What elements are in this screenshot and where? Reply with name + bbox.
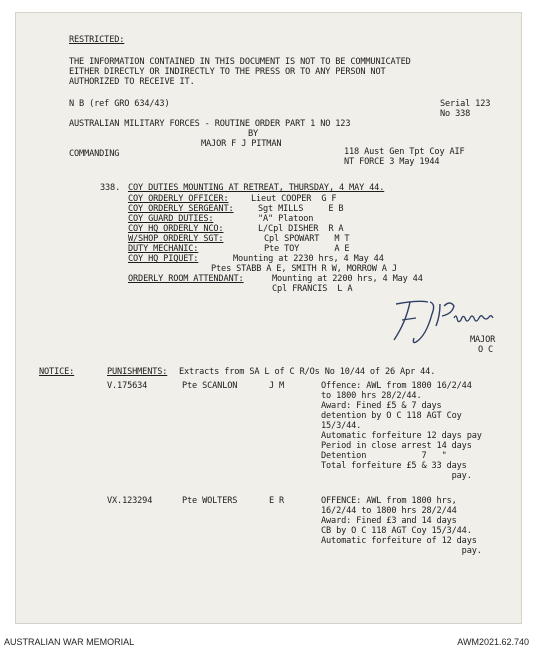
case-line: pay. [321,471,472,481]
order-title: AUSTRALIAN MILITARY FORCES - ROUTINE ORDER PART 1 NO 123 [69,119,351,129]
duty-person: Mounting at 2200 hrs, 4 May 44 [272,274,423,284]
duty-person: Pte TOY A E [264,244,350,254]
duty-role: COY HQ ORDERLY NCO: [128,224,224,234]
soldier-initials: E R [269,496,285,506]
duty-role: W/SHOP ORDERLY SGT: [128,234,224,244]
service-number: VX.123294 [107,496,153,506]
duty-role: COY ORDERLY OFFICER: [128,194,229,204]
document-page [15,12,522,624]
duty-person: Mounting at 2230 hrs, 4 May 44 [233,254,384,264]
case-line: Award: Fined £5 & 7 days [321,401,442,411]
order-number: 338. [100,183,121,193]
case-line: Automatic forfeiture 12 days pay [321,431,482,441]
duty-role: COY ORDERLY SERGEANT: [128,204,234,214]
piquet-members: Ptes STABB A E, SMITH R W, MORROW A J [211,264,397,274]
soldier-name: Pte SCANLON [182,381,238,391]
duty-person: Sgt MILLS E B [258,204,344,214]
duty-person: "A" Platoon [258,214,314,224]
signatory-title: O C [478,345,494,355]
duty-role: DUTY MECHANIC: [128,244,199,254]
force-date: NT FORCE 3 May 1944 [344,157,440,167]
case-line: Period in close arrest 14 days [321,441,472,451]
duty-person: Lieut COOPER G F [251,194,337,204]
duty-role: ORDERLY ROOM ATTENDANT: [128,274,244,284]
duty-person: L/Cpl DISHER R A [258,224,344,234]
order-heading: COY DUTIES MOUNTING AT RETREAT, THURSDAY, 4 MAY 44. [128,183,385,193]
case-line: 16/2/44 to 1800 hrs 28/2/44 [321,506,457,516]
reference: N B (ref GRO 634/43) [69,99,170,109]
case-line: to 1800 hrs 28/2/44. [321,391,422,401]
commanding-label: COMMANDING [69,149,120,159]
case-line: 15/3/44. [321,421,362,431]
duty-person: Cpl SPOWART M T [264,234,350,244]
warning-line-1: THE INFORMATION CONTAINED IN THIS DOCUMENT IS NOT TO BE COMMUNICATED [69,57,411,67]
duty-role: COY GUARD DUTIES: [128,214,214,224]
accession-number: AWM2021.62.740 [457,637,529,647]
duty-role: COY HQ PIQUET: [128,254,199,264]
case-line: Automatic forfeiture of 12 days [321,536,477,546]
notice-label: NOTICE: [39,367,75,377]
soldier-initials: J M [269,381,285,391]
case-line: detention by O C 118 AGT Coy [321,411,462,421]
unit-name: 118 Aust Gen Tpt Coy AIF [344,147,465,157]
warning-line-3: AUTHORIZED TO RECEIVE IT. [69,77,195,87]
serial: Serial 123 [440,99,491,109]
case-line: Offence: AWL from 1800 16/2/44 [321,381,472,391]
case-line: Award: Fined £3 and 14 days [321,516,457,526]
serial-number: No 338 [440,109,471,119]
signatory-rank: MAJOR [470,335,496,345]
case-line: pay. [321,546,482,556]
punishments-description: Extracts from SA L of C R/Os No 10/44 of 26 Apr 44. [179,367,436,377]
case-line: Detention 7 " [321,451,447,461]
punishments-label: PUNISHMENTS: [107,367,168,377]
archive-footer [0,630,533,653]
institution-name: AUSTRALIAN WAR MEMORIAL [4,637,135,647]
by-label: BY [248,129,259,139]
case-line: OFFENCE: AWL from 1800 hrs, [321,496,457,506]
case-line: Total forfeiture £5 & 33 days [321,461,467,471]
restricted-heading: RESTRICTED: [69,35,125,45]
soldier-name: Pte WOLTERS [182,496,238,506]
orderly-room-person: Cpl FRANCIS L A [272,284,353,294]
case-line: CB by O C 118 AGT Coy 15/3/44. [321,526,472,536]
issuer-name: MAJOR F J PITMAN [201,139,282,149]
warning-line-2: EITHER DIRECTLY OR INDIRECTLY TO THE PRESS OR TO ANY PERSON NOT [69,67,386,77]
service-number: V.175634 [107,381,148,391]
